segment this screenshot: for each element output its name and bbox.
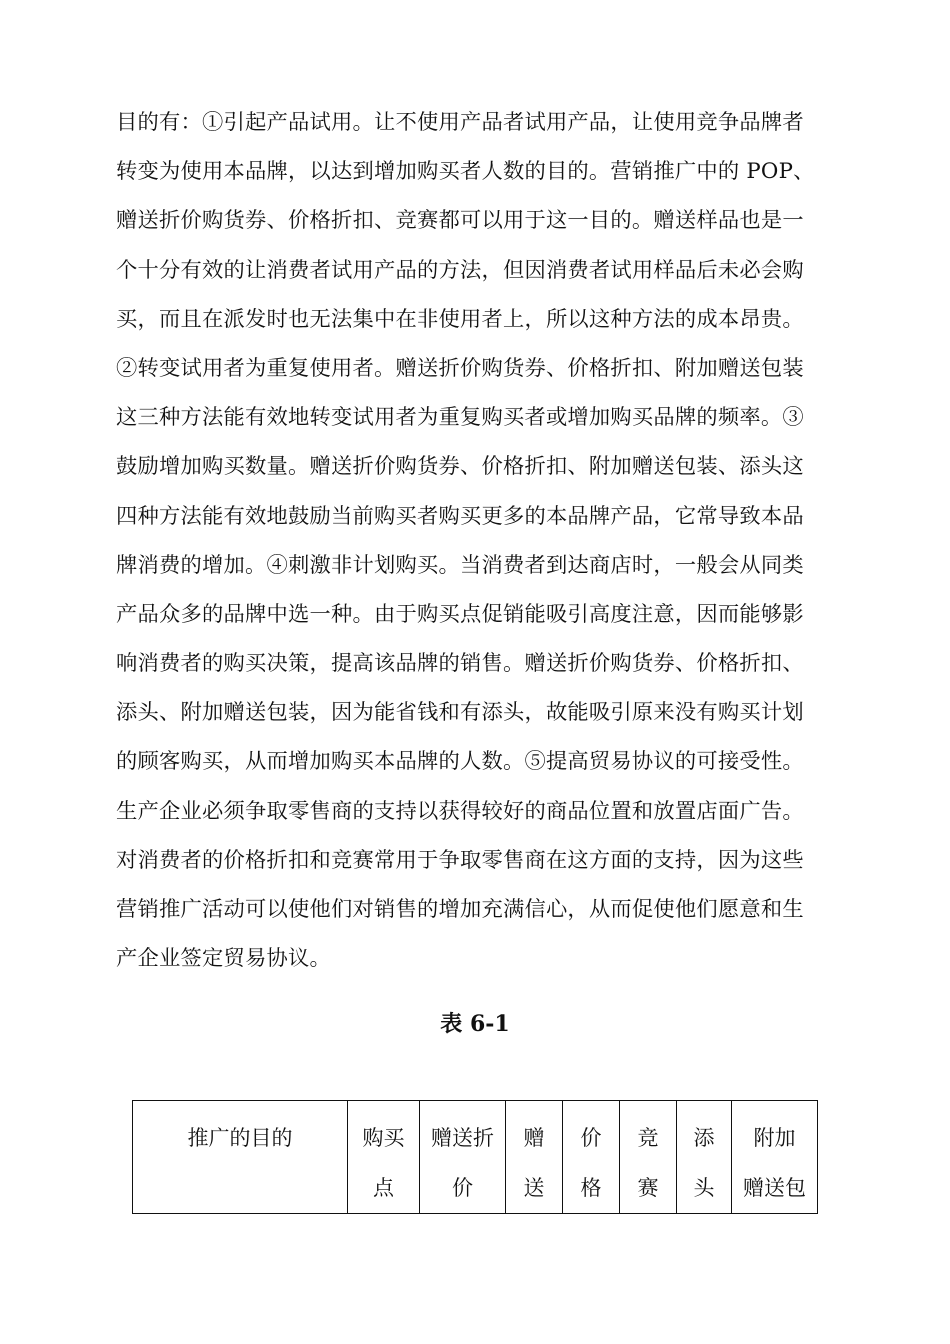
paragraph-line: 营销推广活动可以使他们对销售的增加充满信心，从而促使他们愿意和生 bbox=[116, 897, 804, 922]
header-cell-sample bbox=[506, 1101, 563, 1214]
header-cell-contest bbox=[620, 1101, 677, 1214]
paragraph-line: 转变为使用本品牌，以达到增加购买者人数的目的。营销推广中的 POP、 bbox=[116, 159, 815, 185]
header-line: 赛 bbox=[637, 1176, 659, 1200]
paragraph-line: 添头、附加赠送包装，因为能省钱和有添头，故能吸引原来没有购买计划 bbox=[116, 700, 804, 726]
header-cell-bonus bbox=[677, 1101, 732, 1214]
paragraph-line: 赠送折价购货券、价格折扣、竞赛都可以用于这一目的。赠送样品也是一 bbox=[116, 208, 804, 234]
header-cell-point-of-purchase bbox=[348, 1101, 420, 1214]
header-cell-price bbox=[563, 1101, 620, 1214]
header-line: 头 bbox=[693, 1176, 715, 1200]
paragraph-line: 产企业签定贸易协议。 bbox=[116, 946, 331, 972]
paragraph-line: 产品众多的品牌中选一种。由于购买点促销能吸引高度注意，因而能够影 bbox=[116, 601, 804, 627]
paragraph-line: 的顾客购买，从而增加购买本品牌的人数。⑤提高贸易协议的可接受性。 bbox=[116, 749, 804, 775]
paragraph-line: 鼓励增加购买数量。赠送折价购货券、价格折扣、附加赠送包装、添头这 bbox=[116, 454, 804, 480]
header-line: 价 bbox=[580, 1126, 602, 1150]
paragraph-line: 这三种方法能有效地转变试用者为重复购买者或增加购买品牌的频率。③ bbox=[116, 405, 804, 431]
promotion-purpose-table bbox=[132, 1100, 818, 1214]
header-line: 竞 bbox=[637, 1126, 659, 1150]
table-caption: 表 6-1 bbox=[440, 1011, 510, 1037]
header-line: 附加 bbox=[753, 1126, 796, 1150]
header-line: 点 bbox=[373, 1176, 394, 1200]
paragraph-line: 响消费者的购买决策，提高该品牌的销售。赠送折价购货券、价格折扣、 bbox=[116, 651, 804, 677]
header-line: 赠送包 bbox=[743, 1176, 806, 1200]
paragraph-line: 目的有：①引起产品试用。让不使用产品者试用产品，让使用竞争品牌者 bbox=[116, 110, 804, 135]
paragraph-line: 四种方法能有效地鼓励当前购买者购买更多的本品牌产品，它常导致本品 bbox=[116, 503, 804, 529]
header-cell-purpose bbox=[133, 1101, 348, 1214]
header-line: 送 bbox=[523, 1176, 545, 1200]
paragraph-line: 个十分有效的让消费者试用产品的方法，但因消费者试用样品后未必会购 bbox=[116, 257, 804, 283]
header-line: 赠 bbox=[523, 1126, 545, 1150]
paragraph-line: 生产企业必须争取零售商的支持以获得较好的商品位置和放置店面广告。 bbox=[116, 798, 804, 824]
header-line: 购买 bbox=[362, 1126, 405, 1150]
header-line: 添 bbox=[693, 1126, 715, 1150]
header-line: 推广的目的 bbox=[187, 1126, 293, 1150]
header-cell-bonus-pack bbox=[732, 1101, 818, 1214]
header-cell-coupon bbox=[420, 1101, 506, 1214]
paragraph-line: 对消费者的价格折扣和竞赛常用于争取零售商在这方面的支持，因为这些 bbox=[116, 847, 804, 873]
table-header-row bbox=[133, 1101, 818, 1214]
paragraph-line: ②转变试用者为重复使用者。赠送折价购货券、价格折扣、附加赠送包装 bbox=[116, 355, 804, 381]
paragraph-line: 牌消费的增加。④刺激非计划购买。当消费者到达商店时，一般会从同类 bbox=[116, 552, 804, 578]
paragraph-line: 买，而且在派发时也无法集中在非使用者上，所以这种方法的成本昂贵。 bbox=[116, 306, 804, 332]
body-paragraph bbox=[116, 98, 840, 983]
header-line: 赠送折 bbox=[431, 1126, 494, 1150]
header-line: 格 bbox=[580, 1176, 602, 1200]
header-line: 价 bbox=[452, 1176, 473, 1200]
